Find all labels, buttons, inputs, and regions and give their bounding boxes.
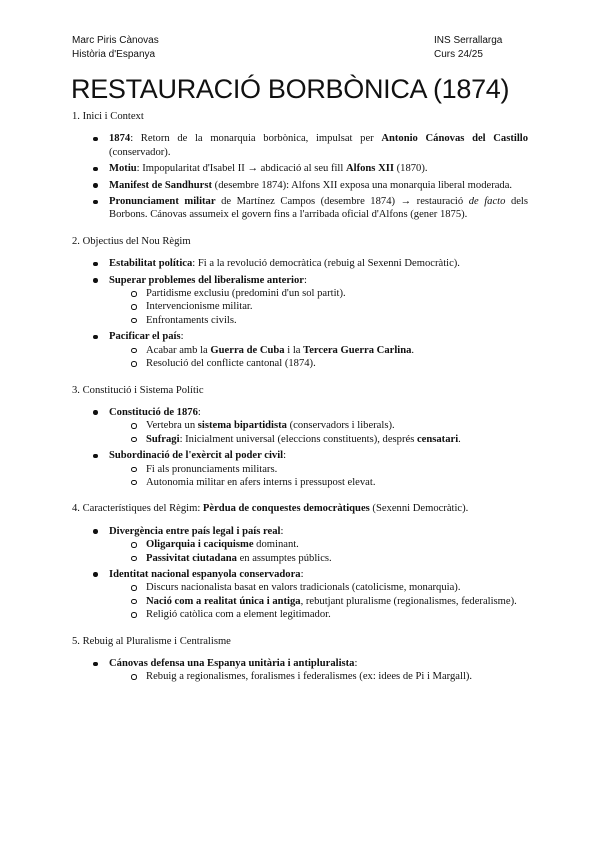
- bullet-list: [72, 406, 528, 489]
- sub-list-item: Religió catòlica com a element legitimador.: [109, 608, 528, 621]
- document-body: [72, 110, 528, 697]
- sub-list: [109, 538, 528, 565]
- school-name: INS Serrallarga: [434, 35, 503, 46]
- sub-list-item: Intervencionisme militar.: [109, 300, 528, 313]
- section-heading: 2. Objectius del Nou Règim: [72, 235, 191, 247]
- list-item: 1874: Retorn de la monarquia borbònica, impulsat per Antonio Cánovas del Castillo (conservador).: [72, 132, 528, 159]
- sub-list-item: Sufragi: Inicialment universal (eleccions constituents), després censatari.: [109, 433, 528, 446]
- sub-list-item: Vertebra un sistema bipartidista (conservadors i liberals).: [109, 419, 528, 432]
- list-item: Cánovas defensa una Espanya unitària i antipluralista: Rebuig a regionalismes, foralismes i federalismes (ex: idees de Pi i Margall).: [72, 657, 528, 684]
- list-item: Manifest de Sandhurst (desembre 1874): Alfons XII exposa una monarquia liberal moderada.: [72, 179, 528, 192]
- sub-list: [109, 463, 528, 490]
- list-item: Superar problemes del liberalisme anterior: Partidisme exclusiu (predomini d'un sol partit). Intervencionisme militar. Enfrontaments civils.: [72, 274, 528, 328]
- list-item: Divergència entre país legal i país real: Oligarquia i caciquisme dominant. Passivitat ciutadana en assumptes públics.: [72, 525, 528, 565]
- bullet-list: [72, 657, 528, 684]
- course-year: Curs 24/25: [434, 48, 483, 60]
- sub-list-item: Passivitat ciutadana en assumptes públics.: [109, 552, 528, 565]
- document-title: RESTAURACIÓ BORBÒNICA (1874): [71, 74, 510, 104]
- list-item: Estabilitat política: Fi a la revolució democràtica (rebuig al Sexenni Democràtic).: [72, 257, 528, 270]
- list-item: Identitat nacional espanyola conservadora: Discurs nacionalista basat en valors tradicionals (catolicisme, monarquia). Nació com a realitat única i antiga, rebutjant pluralisme (regionalismes, federalisme). Religió catòlica com a element legitimador.: [72, 568, 528, 622]
- list-item: Pronunciament militar de Martínez Campos (desembre 1874) → restauració de facto dels Borbons. Cánovas assumeix el govern fins a l'arribada oficial d'Alfons (gener 1875).: [72, 195, 528, 222]
- sub-list-item: Discurs nacionalista basat en valors tradicionals (catolicisme, monarquia).: [109, 581, 528, 594]
- sub-list-item: Fi als pronunciaments militars.: [109, 463, 528, 476]
- list-item: Pacificar el país: Acabar amb la Guerra de Cuba i la Tercera Guerra Carlina. Resolució del conflicte cantonal (1874).: [72, 330, 528, 370]
- header-left: [72, 34, 159, 61]
- sub-list-item: Resolució del conflicte cantonal (1874).: [109, 357, 528, 370]
- list-item: Subordinació de l'exèrcit al poder civil: Fi als pronunciaments militars. Autonomia militar en afers interns i pressupost elevat.: [72, 449, 528, 489]
- sub-list-item: Oligarquia i caciquisme dominant.: [109, 538, 528, 551]
- bullet-list: [72, 257, 528, 370]
- section-heading: 3. Constitució i Sistema Polític: [72, 384, 204, 396]
- sub-list-item: Autonomia militar en afers interns i pressupost elevat.: [109, 476, 528, 489]
- list-item: Motiu: Impopularitat d'Isabel II → abdicació al seu fill Alfons XII (1870).: [72, 162, 528, 175]
- sub-list: [109, 581, 528, 621]
- sub-list-item: Partidisme exclusiu (predomini d'un sol partit).: [109, 287, 528, 300]
- subject-name: Història d'Espanya: [72, 48, 156, 60]
- section-heading: 5. Rebuig al Pluralisme i Centralisme: [72, 635, 231, 647]
- author-name: Marc Piris Cànovas: [72, 35, 159, 46]
- sub-list: [109, 670, 528, 683]
- sub-list-item: Nació com a realitat única i antiga, rebutjant pluralisme (regionalismes, federalisme).: [109, 595, 528, 608]
- section-heading: 4. Característiques del Règim: Pèrdua de conquestes democràtiques (Sexenni Democràtic).: [72, 503, 469, 515]
- sub-list: [109, 287, 528, 327]
- bullet-list: [72, 132, 528, 221]
- sub-list: [109, 419, 528, 446]
- sub-list-item: Rebuig a regionalismes, foralismes i federalismes (ex: idees de Pi i Margall).: [109, 670, 528, 683]
- header-right: [434, 34, 502, 61]
- sub-list-item: Enfrontaments civils.: [109, 314, 528, 327]
- section-heading: 1. Inici i Context: [72, 111, 144, 122]
- list-item: Constitució de 1876: Vertebra un sistema bipartidista (conservadors i liberals). Sufragi: Inicialment universal (eleccions constituents), després censatari.: [72, 406, 528, 446]
- sub-list: [109, 344, 528, 371]
- bullet-list: [72, 525, 528, 622]
- sub-list-item: Acabar amb la Guerra de Cuba i la Tercera Guerra Carlina.: [109, 344, 528, 357]
